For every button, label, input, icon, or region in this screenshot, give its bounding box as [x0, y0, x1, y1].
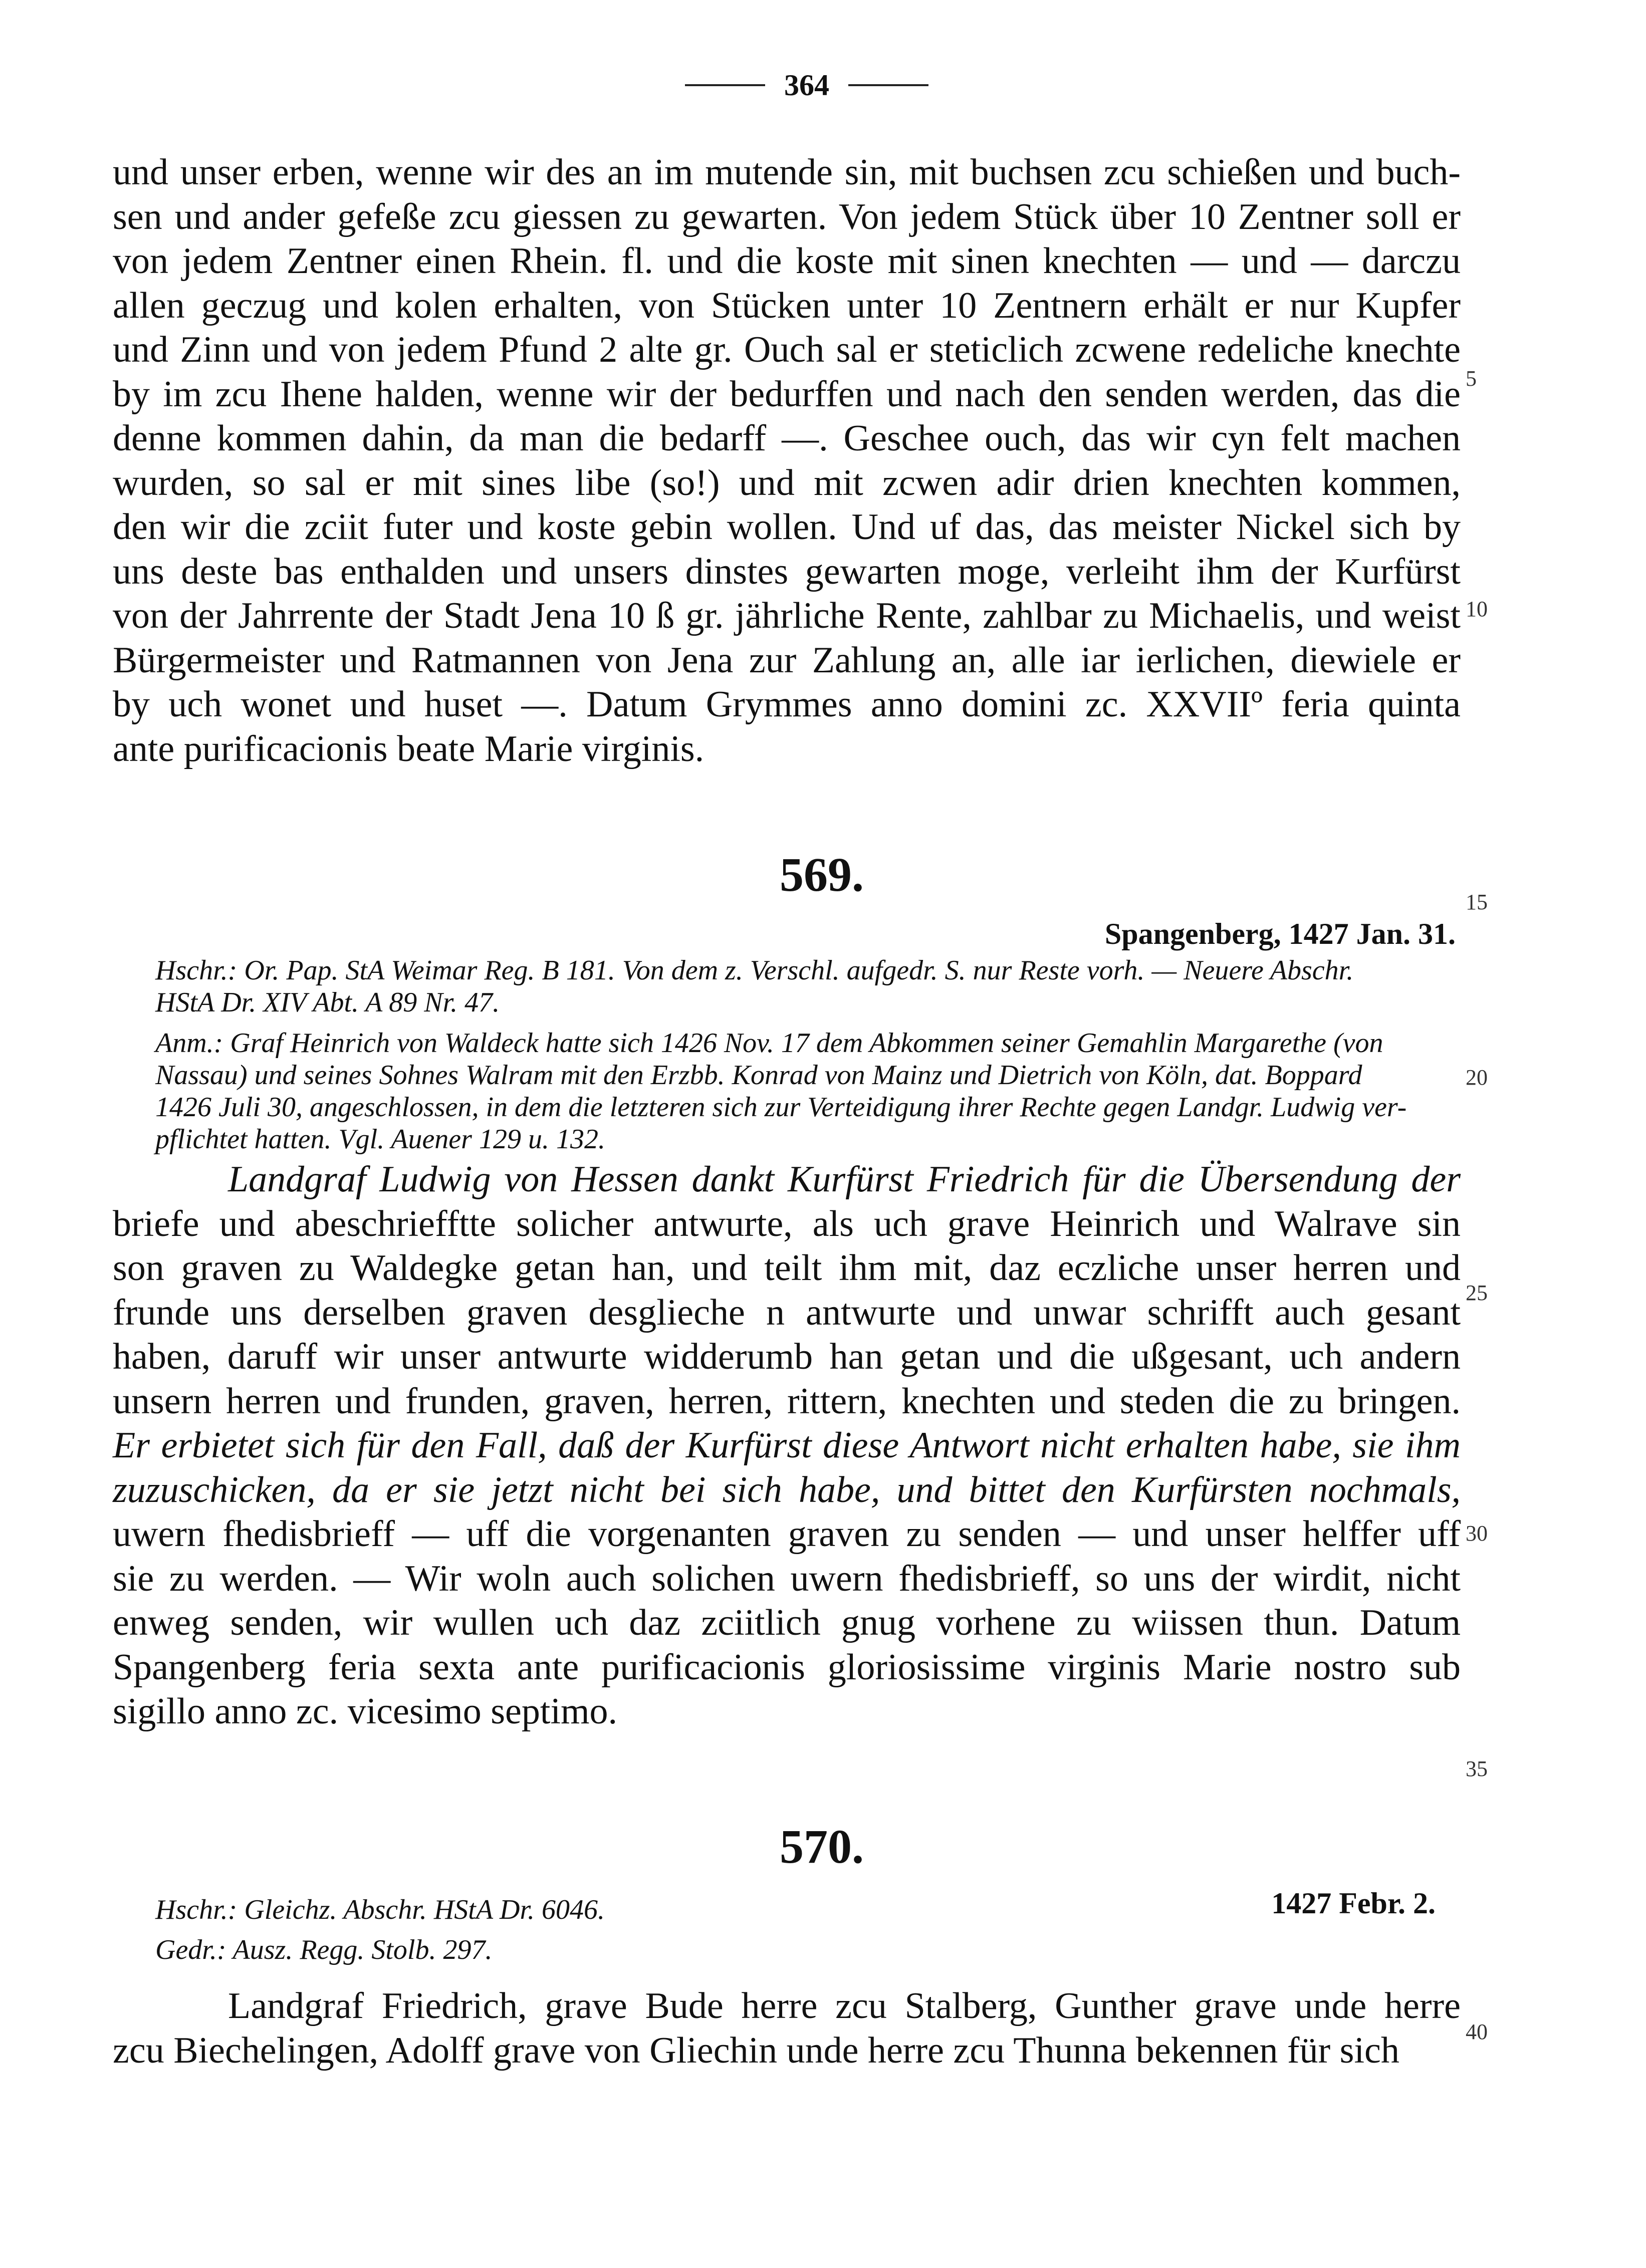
margin-line-number: 15 — [1466, 890, 1488, 914]
text-line: uwern fhedisbrieff — uff die vorgenanten graven zu senden — und unser helffer uff — [113, 1514, 1461, 1555]
manuscript-note-569 — [155, 954, 1458, 1019]
note-line: Hschr.: Gleichz. Abschr. HStA Dr. 6046. — [155, 1894, 605, 1925]
text-line: zcu Biechelingen, Adolff grave von Gliechin unde herre zcu Thunna bekennen für sich — [113, 2030, 1399, 2071]
margin-line-number: 5 — [1466, 366, 1477, 391]
header-rule-left — [685, 84, 765, 86]
document-number-569: 569. — [780, 848, 864, 901]
margin-line-number: 25 — [1466, 1281, 1488, 1305]
date-570: 1427 Febr. 2. — [1271, 1887, 1436, 1920]
header-rule-right — [848, 84, 928, 86]
page-header — [626, 63, 987, 108]
page-number: 364 — [784, 68, 829, 102]
place-date-569: Spangenberg, 1427 Jan. 31. — [1104, 917, 1456, 950]
annotation-note-569 — [155, 1027, 1458, 1155]
note-line: 1426 Juli 30, angeschlossen, in dem die letzteren sich zur Verteidigung ihrer Rechte gegen Landgr. Ludwig ver- — [155, 1092, 1407, 1123]
text-line: und Zinn und von jedem Pfund 2 alte gr. Ouch sal er steticlich zcwene redeliche knechte — [113, 329, 1461, 370]
text-line: Spangenberg feria sexta ante purificacionis gloriosissime virginis Marie nostro sub — [113, 1646, 1461, 1688]
text-line: Landgraf Friedrich, grave Bude herre zcu Stalberg, Gunther grave unde herre — [228, 1985, 1461, 2027]
text-line: uns deste bas enthalden und unsers dinstes gewarten moge, verleiht ihm der Kurfürst — [113, 551, 1461, 592]
text-line: ante purificacionis beate Marie virginis. — [113, 728, 704, 770]
text-line: unsern herren und frunden, graven, herren, rittern, knechten und steden die zu bringen. — [113, 1380, 1461, 1422]
text-line: sie zu werden. — Wir woln auch solichen uwern fhedisbrieff, so uns der wirdit, nicht — [113, 1558, 1461, 1599]
note-line: Gedr.: Ausz. Regg. Stolb. 297. — [155, 1934, 493, 1965]
margin-line-number: 40 — [1466, 2020, 1488, 2044]
note-line: Nassau) und seines Sohnes Walram mit den Erzbb. Konrad von Mainz und Dietrich von Köln, dat. Boppard — [155, 1060, 1362, 1091]
text-line: son graven zu Waldegke getan han, und teilt ihm mit, daz eczliche unser herren und — [113, 1247, 1461, 1289]
document-number-570: 570. — [780, 1820, 864, 1873]
text-line: den wir die zciit futer und koste gebin wollen. Und uf das, das meister Nickel sich by — [113, 507, 1461, 548]
margin-line-number: 30 — [1466, 1521, 1488, 1546]
text-line: Er erbietet sich für den Fall, daß der Kurfürst diese Antwort nicht erhalten habe, sie ihm — [113, 1425, 1461, 1466]
note-line: HStA Dr. XIV Abt. A 89 Nr. 47. — [155, 987, 500, 1018]
margin-line-number: 35 — [1466, 1756, 1488, 1781]
text-line: allen geczug und kolen erhalten, von Stücken unter 10 Zentnern erhält er nur Kupfer — [113, 285, 1461, 326]
document-text-569 — [113, 1157, 1461, 1734]
note-line: pflichtet hatten. Vgl. Auener 129 u. 132. — [155, 1124, 605, 1155]
text-line: von der Jahrrente der Stadt Jena 10 ß gr. jährliche Rente, zahlbar zu Michaelis, und weist — [113, 595, 1461, 636]
document-text-570 — [113, 1984, 1461, 2073]
print-note-570 — [155, 1934, 1458, 1966]
text-line: von jedem Zentner einen Rhein. fl. und die koste mit sinen knechten — und — darczu — [113, 240, 1461, 282]
text-line: sen und ander gefeße zcu giessen zu gewarten. Von jedem Stück über 10 Zentner soll er — [113, 196, 1461, 237]
note-line: Hschr.: Or. Pap. StA Weimar Reg. B 181. Von dem z. Verschl. aufgedr. S. nur Reste vorh. — Neuere Abschr. — [155, 955, 1354, 986]
margin-line-number: 20 — [1466, 1065, 1488, 1090]
text-line: zuzuschicken, da er sie jetzt nicht bei sich habe, und bittet den Kurfürsten nochmals, — [113, 1469, 1461, 1510]
text-line: wurden, so sal er mit sines libe (so!) und mit zcwen adir drien knechten kommen, — [113, 462, 1461, 503]
text-line: sigillo anno zc. vicesimo septimo. — [113, 1691, 618, 1732]
manuscript-note-570 — [155, 1894, 1458, 1926]
text-line: Bürgermeister und Ratmannen von Jena zur Zahlung an, alle iar ierlichen, diewiele er — [113, 639, 1461, 681]
continuation-text — [113, 150, 1461, 771]
text-line: Landgraf Ludwig von Hessen dankt Kurfürst Friedrich für die Übersendung der — [228, 1159, 1461, 1200]
text-line: briefe und abeschriefftte solicher antwurte, als uch grave Heinrich und Walrave sin — [113, 1203, 1461, 1244]
text-line: und unser erben, wenne wir des an im mutende sin, mit buchsen zcu schießen und buch- — [113, 152, 1461, 193]
note-line: Anm.: Graf Heinrich von Waldeck hatte sich 1426 Nov. 17 dem Abkommen seiner Gemahlin Margarethe (von — [155, 1028, 1383, 1059]
text-line: frunde uns derselben graven desglieche n antwurte und unwar schrifft auch gesant — [113, 1292, 1461, 1333]
text-line: by im zcu Ihene halden, wenne wir der bedurffen und nach den senden werden, das die — [113, 373, 1461, 415]
text-line: by uch wonet und huset —. Datum Grymmes anno domini zc. XXVIIº feria quinta — [113, 684, 1461, 725]
text-line: enweg senden, wir wullen uch daz zciitlich gnug vorhene zu wiissen thun. Datum — [113, 1602, 1461, 1643]
text-line: denne kommen dahin, da man die bedarff —. Geschee ouch, das wir cyn felt machen — [113, 418, 1461, 459]
text-line: haben, daruff wir unser antwurte widderumb han getan und die ußgesant, uch andern — [113, 1336, 1461, 1377]
margin-line-number: 10 — [1466, 597, 1488, 621]
